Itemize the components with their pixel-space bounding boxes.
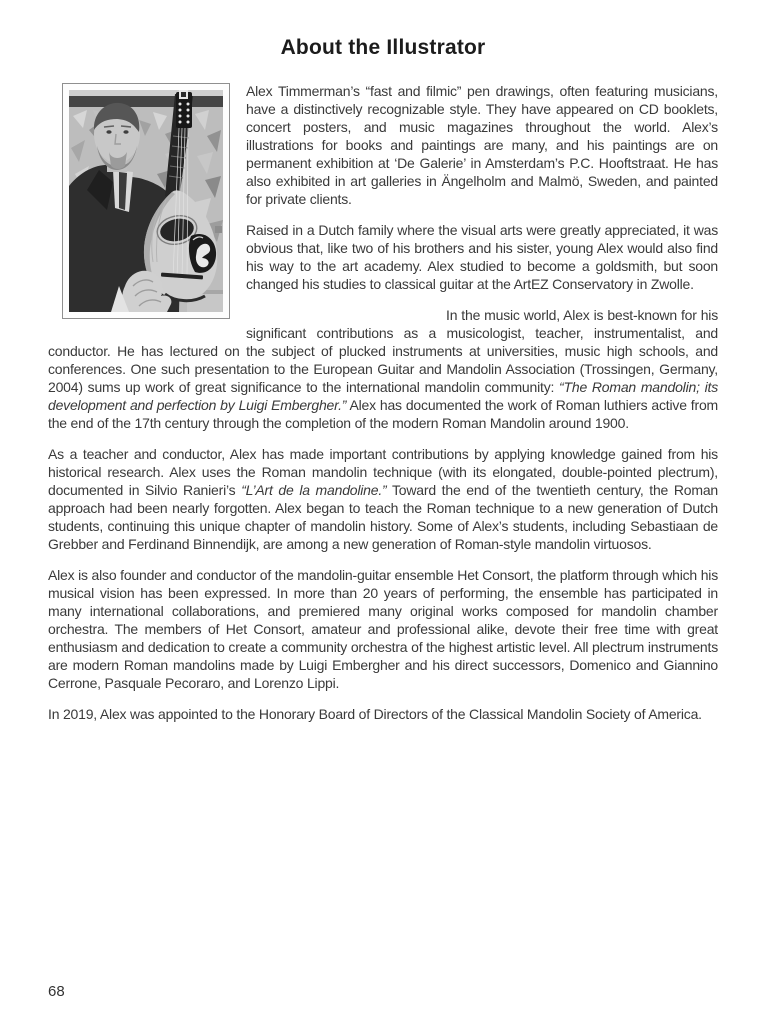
body-text (48, 82, 718, 723)
illustrator-portrait-photo (62, 83, 230, 319)
portrait-photo-illustration (69, 90, 223, 312)
paragraph-family: Raised in a Dutch family where the visual arts were greatly appreciated, it was obvious that, like two of his brothers and his sister, young Alex would also find his way to the art academy. Alex studied to become a goldsmith, but soon changed his studies to classical guitar at the ArtEZ Conservatory in Zwolle. (246, 222, 718, 292)
paragraph-intro: Alex Timmerman’s “fast and filmic” pen drawings, often featuring musicians, have a distinctively recognizable style. They have appeared on CD booklets, concert posters, and music magazines throughout the world. Alex’s illustrations for books and paintings are many, and his paintings are on permanent exhibition at ‘De Galerie’ in Amsterdam’s P.C. Hooftstraat. He has also exhibited in art galleries in Ängelholm and Malmö, Sweden, and painted for private clients. (246, 83, 718, 207)
page-number: 68 (48, 983, 65, 1000)
page-title: About the Illustrator (280, 36, 486, 59)
paragraph-teacher: As a teacher and conductor, Alex has made important contributions by applying knowledge gained from his historical research. Alex uses the Roman mandolin technique (with its elongated, double-pointed plectrum), documented in Silvio Ranieri’s “L’Art de la mandoline.” Toward the end of the twentieth century, the Roman approach had been nearly forgotten. Alex began to teach the Roman technique to a new generation of Dutch students, continuing this unique chapter of mandolin history. Some of Alex’s students, including Sebastiaan de Grebber and Ferdinand Binnendijk, are among a new generation of Roman-style mandolin virtuosos. (48, 446, 719, 552)
paragraph-het-consort: Alex is also founder and conductor of the mandolin-guitar ensemble Het Consort, the platform through which his musical vision has been expressed. In more than 20 years of performing, the ensemble has participated in many international collaborations, and premiered many original works composed for mandolin chamber orchestra. The members of Het Consort, amateur and professional alike, devote their free time with great enthusiasm and dedication to create a community orchestra of the highest artistic level. All plectrum instruments are modern Roman mandolins made by Luigi Embergher and his direct successors, Domenico and Giannino Cerrone, Pasquale Pecoraro, and Lorenzo Lippi. (48, 567, 718, 691)
paragraph-music-world: In the music world, Alex is best-known for his significant contributions as a musicologist, teacher, instrumentalist, and conductor. He has lectured on the subject of plucked instruments at universities, music high schools, and conferences. One such presentation to the European Guitar and Mandolin Association (Trossingen, Germany, 2004) sums up work of great significance to the international mandolin community: “The Roman mandolin; its development and perfection by Luigi Embergher.” Alex has documented the work of Roman luthiers active from the end of the 17th century through the completion of the modern Roman Mandolin around 1900. (48, 307, 718, 431)
paragraph-2019: In 2019, Alex was appointed to the Honorary Board of Directors of the Classical Mandolin Society of America. (48, 706, 702, 722)
